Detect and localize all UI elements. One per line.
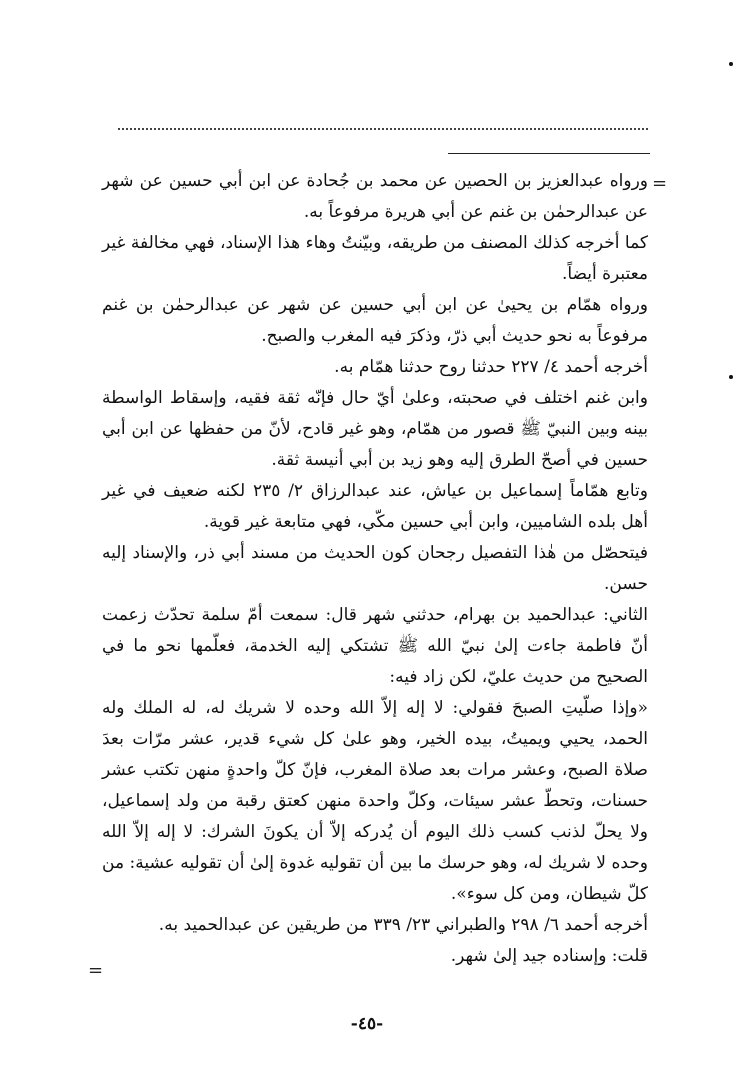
paragraph-6: وتابع همّاماً إسماعيل بن عياش، عند عبدالرزاق ٢/ ٢٣٥ لكنه ضعيف في غير أهل بلده الشاميين، وابن أبي حسين مكّي، فهي متابعة غير قوية. (102, 481, 648, 532)
paragraph-1: ورواه عبدالعزيز بن الحصين عن محمد بن جُحادة عن ابن أبي حسين عن شهر عن عبدالرحمٰن بن غنم عن أبي هريرة مرفوعاً به. (102, 171, 648, 222)
margin-mark-top: = (652, 173, 668, 194)
hadith-quote: «وإذا صلّيتِ الصبحَ فقولي: لا إله إلاّ الله وحده لا شريك له، له الملك وله الحمد، يحيي ويميتُ، بيده الخير، وهو علىٰ كل شيء قدير، عشر مرّات بعدَ صلاة الصبح، وعشر مرات بعد صلاة المغرب، فإنّ كلّ واحدةٍ منهن تكتب عشر حسنات، وتحطّ عشر سيئات، وكلّ واحدة منهن كعتق رقبة من ولد إسماعيل، ولا يحلّ لذنب كسب ذلك اليوم أن يُدركه إلاّ أن يكونَ الشرك: لا إله إلاّ الله وحده لا شريك له، وهو حرسك ما بين أن تقوليه غدوة إلىٰ أن تقوليه عشية: من كلّ شيطان، ومن كل سوء». (102, 698, 648, 904)
paragraph-2: كما أخرجه كذلك المصنف من طريقه، وبيّنتُ وهاء هذا الإسناد، فهي مخالفة غير معتبرة أيضاً. (102, 233, 648, 284)
paragraph-3: ورواه همّام بن يحيىٰ عن ابن أبي حسين عن شهر عن عبدالرحمٰن بن غنم مرفوعاً به نحو حديث أبي ذرّ، وذكرَ فيه المغرب والصبح. (102, 295, 648, 346)
page-top-dot (729, 62, 733, 66)
footnote-separator (448, 153, 650, 154)
paragraph-4: أخرجه أحمد ٤/ ٢٢٧ حدثنا روح حدثنا همّام به. (334, 357, 648, 377)
paragraph-7: فيتحصّل من هٰذا التفصيل رجحان كون الحديث من مسند أبي ذر، والإسناد إليه حسن. (102, 543, 648, 594)
page-body (102, 166, 648, 972)
page-side-dot (729, 375, 733, 379)
dotted-separator (118, 128, 648, 130)
paragraph-5: وابن غنم اختلف في صحبته، وعلىٰ أيّ حال فإنّه ثقة فقيه، وإسقاط الواسطة بينه وبين النبيّ ﷺ قصور من همّام، وهو غير قادح، لأنّ من حفظها عن ابن أبي حسين في أصحّ الطرق إليه وهو زيد بن أبي أنيسة ثقة. (102, 388, 648, 470)
page-number: -٤٥- (350, 1014, 384, 1034)
paragraph-10: أخرجه أحمد ٦/ ٢٩٨ والطبراني ٢٣/ ٣٣٩ من طريقين عن عبدالحميد به. (158, 915, 648, 935)
paragraph-11: قلت: وإسناده جيد إلىٰ شهر. (450, 946, 648, 966)
paragraph-8: الثاني: عبدالحميد بن بهرام، حدثني شهر قال: سمعت أمّ سلمة تحدّث زعمت أنّ فاطمة جاءت إلىٰ نبيّ الله ﷺ تشتكي إليه الخدمة، فعلّمها نحو ما في الصحيح من حديث عليّ، لكن زاد فيه: (102, 605, 649, 687)
margin-mark-bottom: = (88, 960, 104, 981)
